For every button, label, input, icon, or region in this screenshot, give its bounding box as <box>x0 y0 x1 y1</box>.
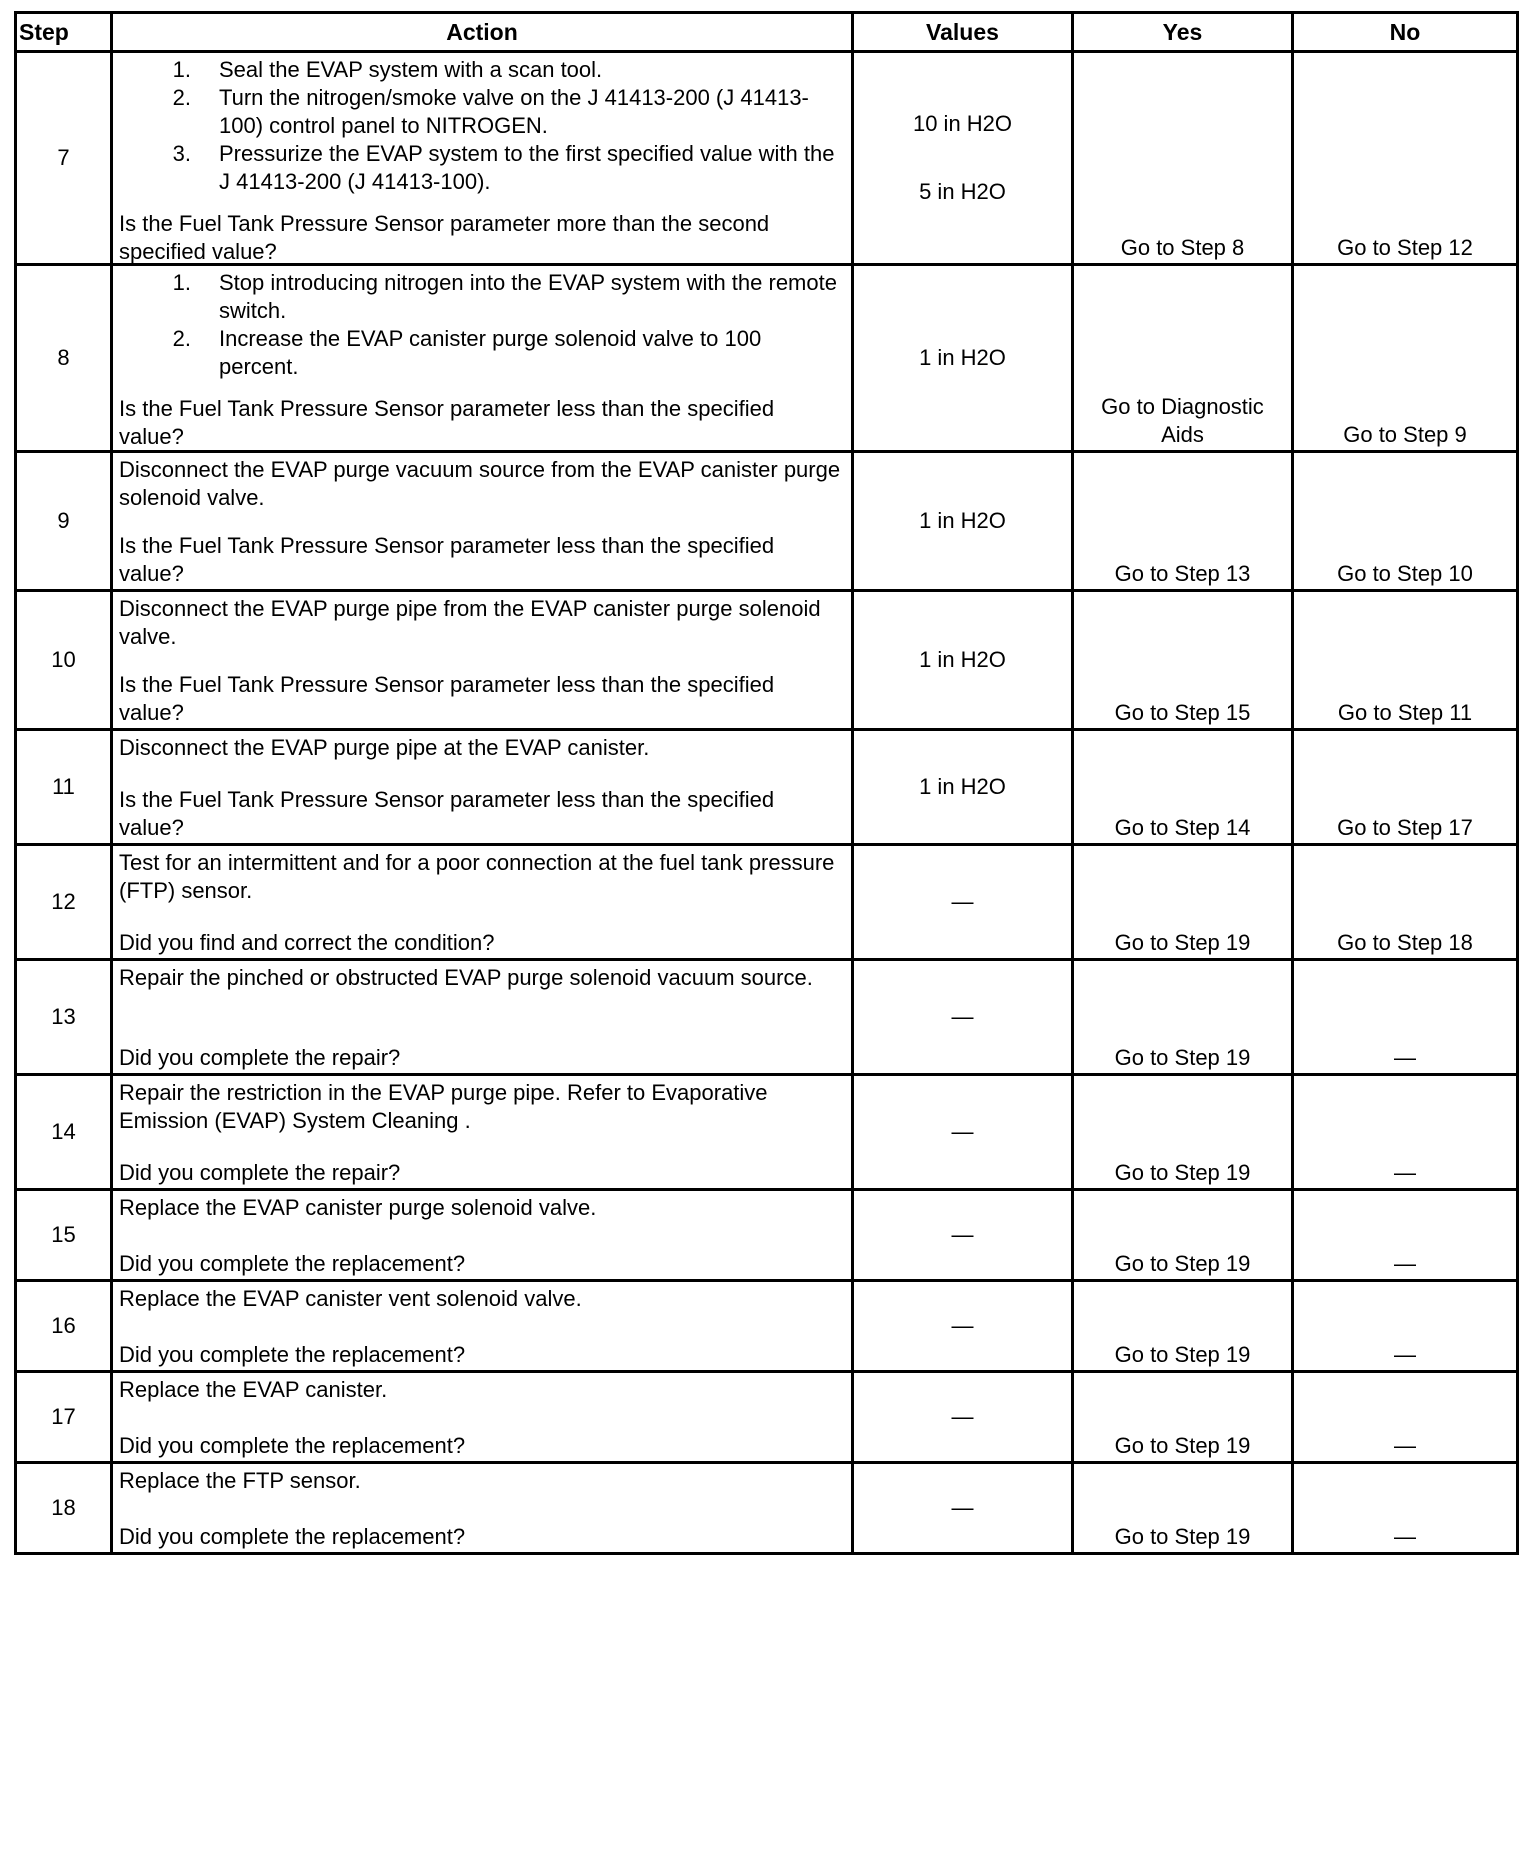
action-step-item <box>119 84 843 140</box>
action-cell <box>112 1190 853 1281</box>
action-content <box>119 456 843 588</box>
specified-value: 5 in H2O <box>919 179 1006 204</box>
values-cell <box>853 52 1073 265</box>
yes-result: Go to Step 8 <box>1073 52 1293 265</box>
specified-value: — <box>951 889 974 914</box>
table-row <box>16 1372 1518 1463</box>
action-cell <box>112 52 853 265</box>
specified-value: — <box>951 1222 974 1247</box>
specified-value: — <box>951 1313 974 1338</box>
action-text: Disconnect the EVAP purge pipe at the EVAP canister. <box>119 735 650 760</box>
action-instructions <box>119 56 843 196</box>
action-cell <box>112 730 853 845</box>
no-result: — <box>1293 960 1518 1075</box>
yes-result: Go to Diagnostic Aids <box>1073 265 1293 452</box>
specified-value: 1 in H2O <box>919 647 1006 672</box>
action-cell <box>112 591 853 730</box>
action-text: Disconnect the EVAP purge pipe from the EVAP canister purge solenoid valve. <box>119 596 821 649</box>
action-content <box>119 734 843 842</box>
action-step-number: 3. <box>172 141 191 166</box>
table-row <box>16 845 1518 960</box>
action-question: Is the Fuel Tank Pressure Sensor parameter less than the specified value? <box>119 672 775 725</box>
table-row <box>16 452 1518 591</box>
table-row <box>16 730 1518 845</box>
values-cell <box>853 845 1073 960</box>
action-instructions <box>119 1194 843 1222</box>
step-number: 7 <box>16 52 112 265</box>
action-step-number: 2. <box>172 326 191 351</box>
action-text: Repair the pinched or obstructed EVAP purge solenoid vacuum source. <box>119 965 813 990</box>
table-row <box>16 1190 1518 1281</box>
action-cell <box>112 265 853 452</box>
action-question: Is the Fuel Tank Pressure Sensor parameter more than the second specified value? <box>119 211 770 264</box>
action-content <box>119 595 843 727</box>
no-result: Go to Step 10 <box>1293 452 1518 591</box>
action-instructions <box>119 269 843 381</box>
no-result: — <box>1293 1190 1518 1281</box>
action-text: Repair the restriction in the EVAP purge pipe. Refer to Evaporative Emission (EVAP) System Cleaning . <box>119 1080 768 1133</box>
no-result: Go to Step 18 <box>1293 845 1518 960</box>
action-instructions <box>119 595 843 651</box>
action-steps-list <box>119 269 843 381</box>
no-result: — <box>1293 1075 1518 1190</box>
specified-value: 1 in H2O <box>919 508 1006 533</box>
values-cell <box>853 1075 1073 1190</box>
step-number: 14 <box>16 1075 112 1190</box>
table-row <box>16 265 1518 452</box>
no-result: Go to Step 11 <box>1293 591 1518 730</box>
yes-result: Go to Step 19 <box>1073 845 1293 960</box>
step-number: 17 <box>16 1372 112 1463</box>
header-row <box>16 13 1518 52</box>
yes-result: Go to Step 19 <box>1073 1463 1293 1554</box>
action-question: Is the Fuel Tank Pressure Sensor parameter less than the specified value? <box>119 396 775 449</box>
action-content <box>119 1079 843 1187</box>
action-question: Did you complete the replacement? <box>119 1251 466 1276</box>
action-step-number: 1. <box>172 270 191 295</box>
action-cell <box>112 1463 853 1554</box>
specified-value: 1 in H2O <box>919 345 1006 370</box>
no-result: Go to Step 17 <box>1293 730 1518 845</box>
no-result: Go to Step 9 <box>1293 265 1518 452</box>
action-question: Did you complete the replacement? <box>119 1342 466 1367</box>
table-row <box>16 1463 1518 1554</box>
yes-result: Go to Step 15 <box>1073 591 1293 730</box>
action-question: Did you complete the repair? <box>119 1160 401 1185</box>
action-step-item <box>119 325 843 381</box>
values-cell <box>853 1190 1073 1281</box>
yes-result: Go to Step 14 <box>1073 730 1293 845</box>
action-step-text: Turn the nitrogen/smoke valve on the J 41413-200 (J 41413-100) control panel to NITROGEN. <box>219 85 809 138</box>
specified-value: 1 in H2O <box>919 774 1006 799</box>
values-cell <box>853 265 1073 452</box>
no-result: Go to Step 12 <box>1293 52 1518 265</box>
step-number: 18 <box>16 1463 112 1554</box>
action-step-number: 1. <box>172 57 191 82</box>
step-number: 11 <box>16 730 112 845</box>
specified-value: — <box>951 1495 974 1520</box>
step-number: 10 <box>16 591 112 730</box>
action-instructions <box>119 1467 843 1495</box>
header-step: Step <box>16 13 112 52</box>
action-step-text: Seal the EVAP system with a scan tool. <box>219 57 603 82</box>
yes-result: Go to Step 19 <box>1073 1372 1293 1463</box>
action-step-text: Pressurize the EVAP system to the first specified value with the J 41413-200 (J 41413-100). <box>219 141 835 194</box>
action-instructions <box>119 1285 843 1313</box>
table-row <box>16 1281 1518 1372</box>
action-content <box>119 1194 843 1278</box>
action-content <box>119 849 843 957</box>
action-step-text: Increase the EVAP canister purge solenoid valve to 100 percent. <box>219 326 762 379</box>
action-content <box>119 964 843 1072</box>
action-cell <box>112 845 853 960</box>
action-text: Disconnect the EVAP purge vacuum source from the EVAP canister purge solenoid valve. <box>119 457 841 510</box>
no-result: — <box>1293 1463 1518 1554</box>
step-number: 16 <box>16 1281 112 1372</box>
action-content <box>119 56 843 262</box>
step-number: 8 <box>16 265 112 452</box>
table-row <box>16 52 1518 265</box>
action-text: Test for an intermittent and for a poor connection at the fuel tank pressure (FTP) sensor. <box>119 850 835 903</box>
action-cell <box>112 1372 853 1463</box>
values-cell <box>853 1463 1073 1554</box>
yes-result: Go to Step 19 <box>1073 960 1293 1075</box>
step-number: 12 <box>16 845 112 960</box>
values-cell <box>853 591 1073 730</box>
action-question: Did you complete the repair? <box>119 1045 401 1070</box>
action-step-number: 2. <box>172 85 191 110</box>
action-instructions <box>119 456 843 512</box>
action-text: Replace the EVAP canister vent solenoid valve. <box>119 1286 582 1311</box>
action-content <box>119 1376 843 1460</box>
action-step-text: Stop introducing nitrogen into the EVAP system with the remote switch. <box>219 270 837 323</box>
table-row <box>16 1075 1518 1190</box>
diagnostic-table <box>14 11 1519 1555</box>
action-cell <box>112 1075 853 1190</box>
action-content <box>119 269 843 449</box>
action-step-item <box>119 56 843 84</box>
action-cell <box>112 1281 853 1372</box>
specified-value: — <box>951 1004 974 1029</box>
action-instructions <box>119 734 843 762</box>
action-steps-list <box>119 56 843 196</box>
action-content <box>119 1467 843 1551</box>
action-question: Did you complete the replacement? <box>119 1524 466 1549</box>
action-cell <box>112 960 853 1075</box>
header-values: Values <box>853 13 1073 52</box>
action-instructions <box>119 849 843 905</box>
action-question: Is the Fuel Tank Pressure Sensor parameter less than the specified value? <box>119 533 775 586</box>
action-step-item <box>119 140 843 196</box>
header-yes: Yes <box>1073 13 1293 52</box>
action-text: Replace the EVAP canister. <box>119 1377 388 1402</box>
yes-result: Go to Step 19 <box>1073 1190 1293 1281</box>
header-action: Action <box>112 13 853 52</box>
specified-value: 10 in H2O <box>912 111 1013 136</box>
header-no: No <box>1293 13 1518 52</box>
table-row <box>16 591 1518 730</box>
values-cell <box>853 1372 1073 1463</box>
step-number: 9 <box>16 452 112 591</box>
yes-result: Go to Step 13 <box>1073 452 1293 591</box>
action-content <box>119 1285 843 1369</box>
action-text: Replace the FTP sensor. <box>119 1468 361 1493</box>
yes-result: Go to Step 19 <box>1073 1075 1293 1190</box>
action-instructions <box>119 1079 843 1135</box>
action-question: Did you find and correct the condition? <box>119 930 495 955</box>
values-cell <box>853 960 1073 1075</box>
no-result: — <box>1293 1372 1518 1463</box>
yes-result: Go to Step 19 <box>1073 1281 1293 1372</box>
values-cell <box>853 452 1073 591</box>
action-text: Replace the EVAP canister purge solenoid valve. <box>119 1195 597 1220</box>
values-cell <box>853 1281 1073 1372</box>
step-number: 13 <box>16 960 112 1075</box>
action-question: Did you complete the replacement? <box>119 1433 466 1458</box>
table-body <box>16 52 1518 1554</box>
no-result: — <box>1293 1281 1518 1372</box>
values-cell <box>853 730 1073 845</box>
specified-value: — <box>951 1119 974 1144</box>
action-instructions <box>119 964 843 992</box>
step-number: 15 <box>16 1190 112 1281</box>
specified-value: — <box>951 1404 974 1429</box>
action-step-item <box>119 269 843 325</box>
action-cell <box>112 452 853 591</box>
table-row <box>16 960 1518 1075</box>
action-instructions <box>119 1376 843 1404</box>
action-question: Is the Fuel Tank Pressure Sensor parameter less than the specified value? <box>119 787 775 840</box>
values-spacer <box>854 138 1071 178</box>
